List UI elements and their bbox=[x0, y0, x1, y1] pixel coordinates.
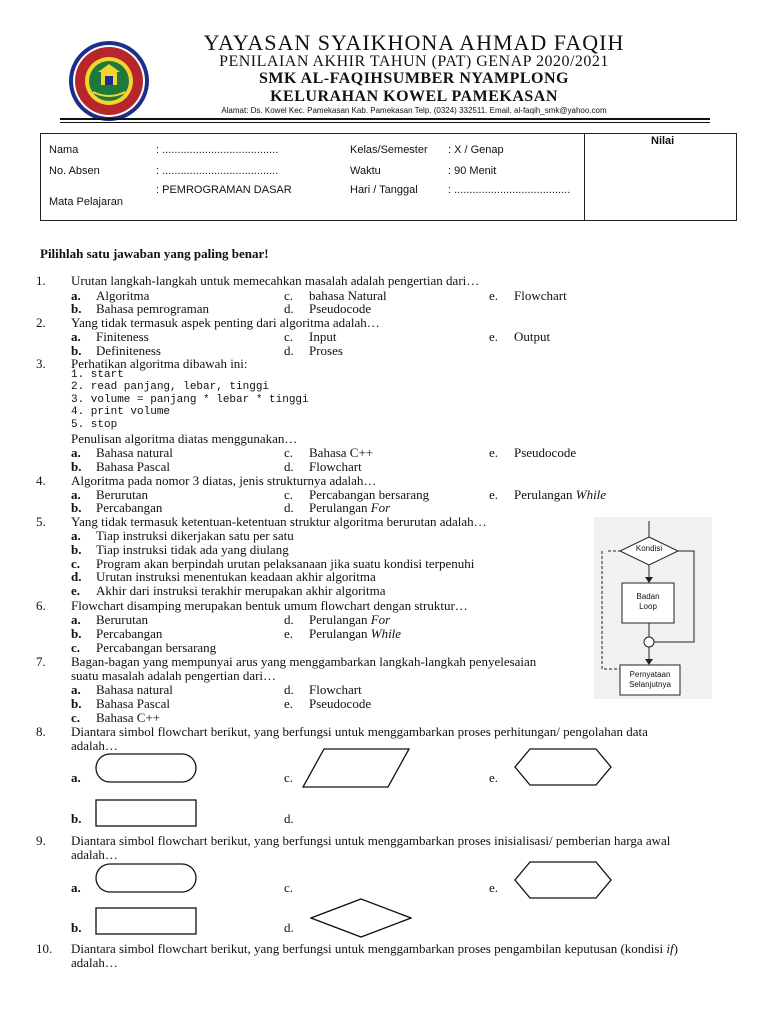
q10-text2: adalah… bbox=[71, 955, 118, 970]
waktu-label: Waktu bbox=[350, 165, 381, 177]
q2-option-d[interactable]: Proses bbox=[309, 343, 343, 358]
q5-number: 5. bbox=[36, 514, 46, 529]
nama-label: Nama bbox=[49, 144, 79, 156]
q8-number: 8. bbox=[36, 724, 46, 739]
q4-option-a[interactable]: Berurutan bbox=[96, 487, 148, 502]
q4-number: 4. bbox=[36, 473, 46, 488]
q4-option-e-text: Perulangan bbox=[514, 487, 576, 502]
q1-option-e[interactable]: Flowchart bbox=[514, 288, 567, 303]
flow-kondisi-label: Kondisi bbox=[635, 544, 663, 553]
q1-letter-c: c. bbox=[284, 288, 294, 303]
q5-option-c[interactable]: Program akan berpindah urutan pelaksanaan jika suatu kondisi terpenuhi bbox=[96, 556, 475, 571]
q1-option-c[interactable]: bahasa Natural bbox=[309, 288, 387, 303]
q6-option-c[interactable]: Percabangan bersarang bbox=[96, 640, 217, 655]
q6-option-d-text: Perulangan bbox=[309, 612, 371, 627]
q2-letter-a: a. bbox=[71, 329, 81, 344]
absen-label: No. Absen bbox=[49, 165, 100, 177]
q3-option-c[interactable]: Bahasa C++ bbox=[309, 445, 374, 460]
q8-letter-b: b. bbox=[71, 811, 82, 826]
q6-option-a[interactable]: Berurutan bbox=[96, 612, 148, 627]
q8-letter-a: a. bbox=[71, 770, 81, 785]
q5-option-b[interactable]: Tiap instruksi tidak ada yang diulang bbox=[96, 542, 289, 557]
q7-text2: suatu masalah adalah pengertian dari… bbox=[71, 668, 277, 683]
q10-text bbox=[71, 941, 678, 957]
q6-letter-a: a. bbox=[71, 612, 81, 627]
q6-letter-d: d. bbox=[284, 612, 294, 627]
q5-text: Yang tidak termasuk ketentuan-ketentuan struktur algoritma berurutan adalah… bbox=[71, 514, 487, 529]
q4-option-d-em: For bbox=[370, 500, 391, 515]
q2-text: Yang tidak termasuk aspek penting dari algoritma adalah… bbox=[71, 315, 380, 330]
q1-letter-a: a. bbox=[71, 288, 81, 303]
q9-text2: adalah… bbox=[71, 847, 118, 862]
q10-text-em: if bbox=[666, 941, 674, 956]
q7-option-d[interactable]: Flowchart bbox=[309, 682, 362, 697]
q6-option-b[interactable]: Percabangan bbox=[96, 626, 163, 641]
q10-number: 10. bbox=[36, 941, 53, 956]
q3-option-d[interactable]: Flowchart bbox=[309, 459, 362, 474]
q8-process-shape[interactable] bbox=[95, 799, 197, 832]
q2-option-b[interactable]: Definiteness bbox=[96, 343, 161, 358]
foundation-name: YAYASAN SYAIKHONA AHMAD FAQIH bbox=[203, 30, 625, 55]
q7-letter-d: d. bbox=[284, 682, 294, 697]
q4-letter-c: c. bbox=[284, 487, 294, 502]
q5-option-e[interactable]: Akhir dari instruksi terakhir merupakan akhir algoritma bbox=[96, 583, 386, 598]
mapel-label: Mata Pelajaran bbox=[49, 196, 123, 208]
kelas-value: : X / Genap bbox=[448, 144, 504, 156]
q3-letter-a: a. bbox=[71, 445, 81, 460]
q9-letter-c: c. bbox=[284, 880, 294, 895]
flow-next-label-2: Selanjutnya bbox=[629, 680, 671, 689]
q3-letter-b: b. bbox=[71, 459, 82, 474]
q7-option-a[interactable]: Bahasa natural bbox=[96, 682, 173, 697]
q1-option-a[interactable]: Algoritma bbox=[96, 288, 150, 303]
q1-number: 1. bbox=[36, 273, 46, 288]
q8-text: Diantara simbol flowchart berikut, yang berfungsi untuk menggambarkan proses perhitungan/ pengolahan data bbox=[71, 724, 648, 739]
q3-code-line: 1. start bbox=[71, 369, 124, 381]
q6-number: 6. bbox=[36, 598, 46, 613]
absen-field[interactable]: : ...................................... bbox=[156, 165, 279, 177]
flow-loop-label: Loop bbox=[639, 602, 657, 611]
q6-letter-c: c. bbox=[71, 640, 81, 655]
q8-text2: adalah… bbox=[71, 738, 118, 753]
q8-letter-c: c. bbox=[284, 770, 294, 785]
flow-badan-label: Badan bbox=[636, 592, 660, 601]
header-rule-thin bbox=[60, 122, 710, 123]
q9-letter-e: e. bbox=[489, 880, 499, 895]
q3-option-e[interactable]: Pseudocode bbox=[514, 445, 577, 460]
kelas-label: Kelas/Semester bbox=[350, 144, 428, 156]
q9-letter-b: b. bbox=[71, 920, 82, 935]
q2-option-a[interactable]: Finiteness bbox=[96, 329, 149, 344]
q9-decision-shape[interactable] bbox=[310, 898, 412, 943]
nilai-divider bbox=[584, 133, 585, 221]
loop-flowchart bbox=[594, 517, 712, 699]
q3-code-line: 5. stop bbox=[71, 419, 118, 431]
q9-letter-d: d. bbox=[284, 920, 294, 935]
q5-option-a[interactable]: Tiap instruksi dikerjakan satu per satu bbox=[96, 528, 294, 543]
instruction: Pilihlah satu jawaban yang paling benar! bbox=[40, 246, 269, 261]
q3-option-b[interactable]: Bahasa Pascal bbox=[96, 459, 171, 474]
nama-field[interactable]: : ...................................... bbox=[156, 144, 279, 156]
q8-letter-d: d. bbox=[284, 811, 294, 826]
q2-letter-c: c. bbox=[284, 329, 294, 344]
q1-option-d[interactable]: Pseudocode bbox=[309, 301, 372, 316]
school-address: Alamat: Ds. Kowel Kec. Pamekasan Kab. Pamekasan Telp. (0324) 332511. Email. al-faqih_smk@yahoo.com bbox=[221, 106, 607, 115]
school-name: SMK AL-FAQIHSUMBER NYAMPLONG bbox=[258, 70, 569, 87]
q9-letter-a: a. bbox=[71, 880, 81, 895]
q6-letter-e: e. bbox=[284, 626, 294, 641]
q2-letter-e: e. bbox=[489, 329, 499, 344]
q1-option-b[interactable]: Bahasa pemrograman bbox=[96, 301, 209, 316]
village-name: KELURAHAN KOWEL PAMEKASAN bbox=[270, 88, 558, 105]
q3-text2: Penulisan algoritma diatas menggunakan… bbox=[71, 431, 298, 446]
q6-option-d-em: For bbox=[370, 612, 391, 627]
q3-letter-d: d. bbox=[284, 459, 294, 474]
waktu-value: : 90 Menit bbox=[448, 165, 497, 177]
q1-text: Urutan langkah-langkah untuk memecahkan masalah adalah pengertian dari… bbox=[71, 273, 480, 288]
q3-code-line: 3. volume = panjang * lebar * tinggi bbox=[71, 394, 309, 406]
q4-option-e-em: While bbox=[575, 487, 607, 502]
q3-letter-c: c. bbox=[284, 445, 294, 460]
header-rule-thick bbox=[60, 118, 710, 120]
q6-option-e-em: While bbox=[370, 626, 402, 641]
q9-text: Diantara simbol flowchart berikut, yang berfungsi untuk menggambarkan proses inisialisasi/ pemberian harga awal bbox=[71, 833, 671, 848]
q5-letter-c: c. bbox=[71, 556, 81, 571]
q9-process-shape[interactable] bbox=[95, 907, 197, 940]
q2-letter-b: b. bbox=[71, 343, 82, 358]
q7-text: Bagan-bagan yang mempunyai arus yang menggambarkan langkah-langkah penyelesaian bbox=[71, 654, 537, 669]
q4-option-d-text: Perulangan bbox=[309, 500, 371, 515]
q2-option-c[interactable]: Input bbox=[309, 329, 337, 344]
q3-option-a[interactable]: Bahasa natural bbox=[96, 445, 173, 460]
q7-option-b[interactable]: Bahasa Pascal bbox=[96, 696, 171, 711]
q9-number: 9. bbox=[36, 833, 46, 848]
q4-option-e[interactable] bbox=[514, 487, 606, 503]
q5-letter-b: b. bbox=[71, 542, 82, 557]
q5-letter-e: e. bbox=[71, 583, 81, 598]
q7-option-e[interactable]: Pseudocode bbox=[309, 696, 372, 711]
q5-letter-a: a. bbox=[71, 528, 81, 543]
q4-text: Algoritma pada nomor 3 diatas, jenis strukturnya adalah… bbox=[71, 473, 377, 488]
q7-letter-a: a. bbox=[71, 682, 81, 697]
q3-code-line: 2. read panjang, lebar, tinggi bbox=[71, 381, 270, 393]
q7-option-c[interactable]: Bahasa C++ bbox=[96, 710, 161, 725]
nilai-label: Nilai bbox=[651, 135, 675, 147]
q8-terminator-shape[interactable] bbox=[95, 753, 197, 788]
q6-text: Flowchart disamping merupakan bentuk umum flowchart dengan struktur… bbox=[71, 598, 468, 613]
exam-title: PENILAIAN AKHIR TAHUN (PAT) GENAP 2020/2021 bbox=[219, 53, 609, 70]
q6-option-e[interactable] bbox=[309, 626, 401, 642]
q4-letter-b: b. bbox=[71, 500, 82, 515]
q6-letter-b: b. bbox=[71, 626, 82, 641]
q1-letter-d: d. bbox=[284, 301, 294, 316]
q10-text-main: Diantara simbol flowchart berikut, yang berfungsi untuk menggambarkan proses pengambilan keputusan (kondisi bbox=[71, 941, 667, 956]
q4-option-b[interactable]: Percabangan bbox=[96, 500, 163, 515]
q8-parallelogram-shape[interactable] bbox=[302, 748, 410, 793]
mapel-value: : PEMROGRAMAN DASAR bbox=[156, 184, 292, 196]
q5-option-d[interactable]: Urutan instruksi menentukan keadaan akhir algoritma bbox=[96, 569, 376, 584]
q9-terminator-shape[interactable] bbox=[95, 863, 197, 898]
q6-option-e-text: Perulangan bbox=[309, 626, 371, 641]
q3-letter-e: e. bbox=[489, 445, 499, 460]
q7-number: 7. bbox=[36, 654, 46, 669]
hari-field[interactable]: : ...................................... bbox=[448, 184, 571, 196]
q9-hexagon-shape[interactable] bbox=[514, 861, 612, 904]
q5-letter-d: d. bbox=[71, 569, 82, 584]
q4-letter-e: e. bbox=[489, 487, 499, 502]
q3-number: 3. bbox=[36, 356, 46, 371]
q1-letter-e: e. bbox=[489, 288, 499, 303]
q2-option-e[interactable]: Output bbox=[514, 329, 551, 344]
q7-letter-c: c. bbox=[71, 710, 81, 725]
q3-text: Perhatikan algoritma dibawah ini: bbox=[71, 356, 248, 371]
q8-letter-e: e. bbox=[489, 770, 499, 785]
q3-code-line: 4. print volume bbox=[71, 406, 171, 418]
q2-number: 2. bbox=[36, 315, 46, 330]
flow-next-label: Pernyataan bbox=[629, 670, 671, 679]
q2-letter-d: d. bbox=[284, 343, 294, 358]
q7-letter-e: e. bbox=[284, 696, 294, 711]
q8-hexagon-shape[interactable] bbox=[514, 748, 612, 791]
q4-option-c[interactable]: Percabangan bersarang bbox=[309, 487, 430, 502]
q1-letter-b: b. bbox=[71, 301, 82, 316]
q10-text-close: ) bbox=[673, 941, 678, 956]
q4-letter-d: d. bbox=[284, 500, 294, 515]
hari-label: Hari / Tanggal bbox=[350, 184, 418, 196]
q7-letter-b: b. bbox=[71, 696, 82, 711]
q4-letter-a: a. bbox=[71, 487, 81, 502]
